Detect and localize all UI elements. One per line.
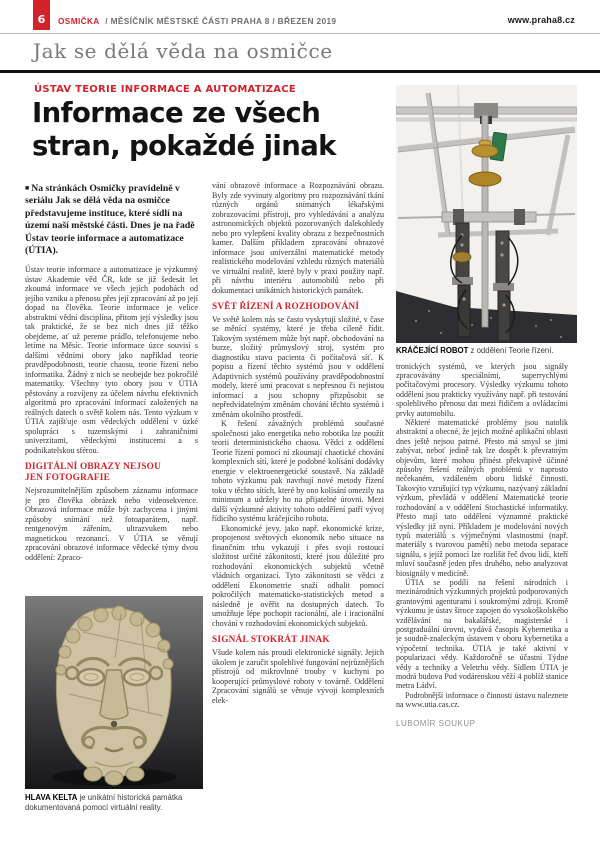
issue-info: / MĚSÍČNÍK MĚSTSKÉ ČÁSTI PRAHA 8 / BŘEZEN 2019	[105, 16, 337, 26]
subhead-digital-images	[25, 462, 198, 484]
robot-caption	[396, 346, 577, 356]
subhead-line: SVĚT ŘÍZENÍ A ROZHODOVÁNÍ	[212, 302, 360, 312]
article-headline	[32, 97, 397, 163]
paragraph: Některé matematické problémy jsou natolik abstraktní a obecné, že jejich možné aplikační oblasti dnes ještě nejsou patrné. Přesto má smysl se jimi zabývat, neboť jedině tak lze dospět k převratným objevům, které mohou přinést překvapivě účinné způsoby řešení reálných problémů v naprosto nečekaném, vzdáleném oboru lidské činnosti. Takovýto vzrušující typ výzkumu, nazývaný základní výzkum, převládá v oddělení Matematické teorie rozhodování a v oddělení Stochastické informatiky. Přesto mají tato oddělení významné praktické výsledky již nyní. Příkladem je modelování nových typů materiálů s výjmečnými vlastnostmi (např. materiály s tvarovou pamětí) nebo metoda separace signálu, s jejíž pomocí lze rozlišit řeč dvou lidí, kteří mluví současně jeden přes druhého, nebo analyzovat biosignály v medicíně.	[396, 418, 568, 578]
column-2	[212, 181, 384, 843]
brand-name: OSMIČKA	[58, 16, 100, 26]
page-number: 6	[37, 13, 46, 26]
celt-head-photo	[25, 596, 203, 812]
header-divider	[0, 33, 600, 34]
column-3	[396, 85, 577, 847]
page-number-badge	[33, 0, 50, 30]
website-link[interactable]: www.praha8.cz	[507, 15, 575, 25]
celt-head-illustration	[25, 596, 203, 789]
subhead-line: SIGNÁL STOKRÁT JINAK	[212, 635, 330, 646]
walking-robot-photo	[396, 85, 577, 356]
subhead-line: JEN FOTOGRAFIE	[25, 473, 111, 484]
masthead	[58, 16, 336, 26]
paragraph: Všude kolem nás proudí elektronické signály. Jejich úkolem je zaručit spolehlivé fungování nejrůznějších přístrojů od mikrovlnné trouby v kuchyni po kooperující průmyslové roboty v továrně. Oddělení Zpracování signálů se věnuje vývoji komplexních elek-	[212, 648, 384, 705]
caption-lead-in: HLAVA KELTA	[25, 793, 78, 802]
paragraph: ÚTIA se podílí na řešení národních i mezinárodních výzkumných projektů podporovaných grantovými agenturami i soukromými zdroji. Kromě výzkumu je ústav široce zapojen do vysokoškolského vzdělávání na bakalářské, magisterské i postgraduální úrovni, vydává časopis Kybernetika a je soudně-znaleckým ústavem v oboru kybernetika a výpočetní technika. ÚTIA je také aktivní v popularizaci vědy. Každoročně se účastní Týdne vědy a techniky a Veletrhu vědy. Sídlem ÚTIA je modrá budova Pod vodárenskou věží 4 poblíž stanice metra Ládví.	[396, 577, 568, 691]
caption-text: z oddělení Teorie řízení.	[468, 346, 554, 355]
lead-bullet-icon: ■	[25, 184, 30, 192]
subhead-line: DIGITÁLNÍ OBRAZY NEJSOU	[25, 462, 161, 473]
paragraph: tronických systémů, ve kterých jsou signály zpracovávány speciálními, superrychlými počítačovými procesory. Výsledky výzkumu tohoto oddělení jsou prakticky využívány např. při testování spolehlivého přenosu dat mezi řidičem a ovládacími prvky automobilu.	[396, 361, 568, 418]
paragraph: vání obrazové informace a Rozpoznávání obrazu. Byly zde vyvinuty algoritmy pro rozpoznávání tkání různých orgánů snímaných lékařskými zobrazovacími přístroji, pro vyhledávání a analýzu astronomických objektů pozorovaných dalekohledy nebo pro vylepšení kvality obrazu z bezpečnostních kamer. Dalším příkladem zpracování obrazové informace jsou univerzální matematické metody realistického modelování vzhledu různých materiálů ve virtuální realitě, které byly v praxi použity např. při návrhu interiéru automobilů nebo při dokumentaci unikátních historických památek.	[212, 181, 384, 295]
headline-line-2: stran, pokaždé jinak	[32, 130, 336, 162]
paragraph: Podrobnější informace o činnosti ústavu naleznete na www.utia.cas.cz.	[396, 690, 568, 710]
column-1	[25, 182, 198, 594]
subhead-control-decision	[212, 302, 384, 313]
lead-text: Na stránkách Osmičky pravidelně v seriálu Jak se dělá věda na osmičce představujeme instituce, které sídlí na území naší městské části. Dnes je na řadě Ústav teorie informace a automatizace (ÚTIA).	[25, 183, 195, 257]
walking-robot-illustration	[396, 85, 577, 343]
section-divider	[0, 70, 600, 73]
paragraph: Ve světě kolem nás se často vyskytují složité, v čase se měnící systémy, které je třeba cíleně řídit. Takovým systémem může být např. obchodování na burze, složitý průmyslový stroj, systém pro diagnostiku stavu pacienta či počítačová síť. K popisu a řízení těchto systémů jsou v oddělení Adaptivních systémů používány pravděpodobnostní modely, které umí pracovat s nepřesnou či nejistou informací a jsou schopny přizpůsobit se nepředvídatelným změnám chování těchto systémů i změnám okolního prostředí.	[212, 314, 384, 419]
paragraph: Ústav teorie informace a automatizace je výzkumný ústav Akademie věd ČR, kde se již šedesát let zkoumá informace ve všech jejích podobách od jejího vzniku a přenosu přes její zpracování až po její dopad na člověka. Teorie informace je velice abstraktní vědní disciplína, přitom její výsledky jsou tak praktické, že se bez nich dnes již těžko obejdeme, ať už pereme prádlo, telefonujeme nebo letíme na Měsíc. Teorie informace úzce souvisí s dalšími vědními obory jako například teorie pravděpodobnosti, teorie chaosu, teorie řízení nebo informatika. Žádný z nich se neobejde bez pokročilé matematiky. Všechny tyto obory jsou v ÚTIA pěstovány a rozvíjeny za účelem návrhu efektivních algoritmů pro zpracování informací založených na reálných datech o světě kolem nás. Tento výzkum v ÚTIA zajišťuje osm vědeckých oddělení v úzké spolupráci s tuzemskými i zahraničními univerzitami, vědeckými institucemi a s podnikatelskou sférou.	[25, 265, 198, 455]
author-byline: LUBOMÍR SOUKUP	[396, 718, 476, 728]
lead-paragraph	[25, 182, 198, 257]
caption-lead-in: KRÁČEJÍCÍ ROBOT	[396, 346, 469, 355]
celt-head-caption	[25, 793, 203, 812]
caption-text: je unikátní historická památka dokumentovaná pomocí virtuální reality.	[25, 793, 183, 812]
paragraph: K řešení závažných problémů současné společnosti jako energetika nebo robotika lze použít teorii deterministického chaosu. Vědci z oddělení Teorie řízení pomocí ní zkoumají chaotické chování komplexních sítí, které je podobné kolísání dodávky energie v elektroenergetické soustavě. Na základě tohoto výzkumu pak navrhují nové metody řízení toku v těchto sítích, které by ono kolísání omezily na minimum a udržely ho na přijatelné úrovni. Mezi další výzkumné aktivity tohoto oddělení patří vývoj řídicího systému kráčejícího robota.	[212, 419, 384, 524]
section-title: Jak se dělá věda na osmičce	[33, 39, 333, 63]
subhead-signal	[212, 635, 384, 646]
paragraph: Nejsrozumitelnějším způsobem záznamu informace je pro člověka obrázek nebo videosekvence. Obrazová informace může být zachycena i jinými způsoby snímání než fotoaparátem, např. rentgenovým zářením, ultrazvukem nebo magnetickou rezonancí. V ÚTIA se věnují zpracování obrazové informace vědecké týmy dvou oddělení: Zpraco-	[25, 486, 198, 562]
article-kicker: ÚSTAV TEORIE INFORMACE A AUTOMATIZACE	[34, 84, 296, 95]
paragraph: Ekonomické jevy, jako např. ekonomické krize, propojenost světových ekonomik nebo situace na finančním trhu vykazují i přes svoji rostoucí složitost určité zákonitosti, které jsou důležité pro rozhodování ekonomických subjektů včetně vládních organizací. Tyto zákonitosti se vědci z oddělení Ekonometrie snaží odhalit pomocí pokročilých matematicko-statistických metod a následně je ověřit na dostupných datech. To umožňuje lépe pochopit racionální, ale i iracionální chování v rozhodování ekonomických subjektů.	[212, 523, 384, 628]
headline-line-1: Informace ze všech	[32, 97, 321, 129]
column-3-text	[396, 362, 577, 728]
